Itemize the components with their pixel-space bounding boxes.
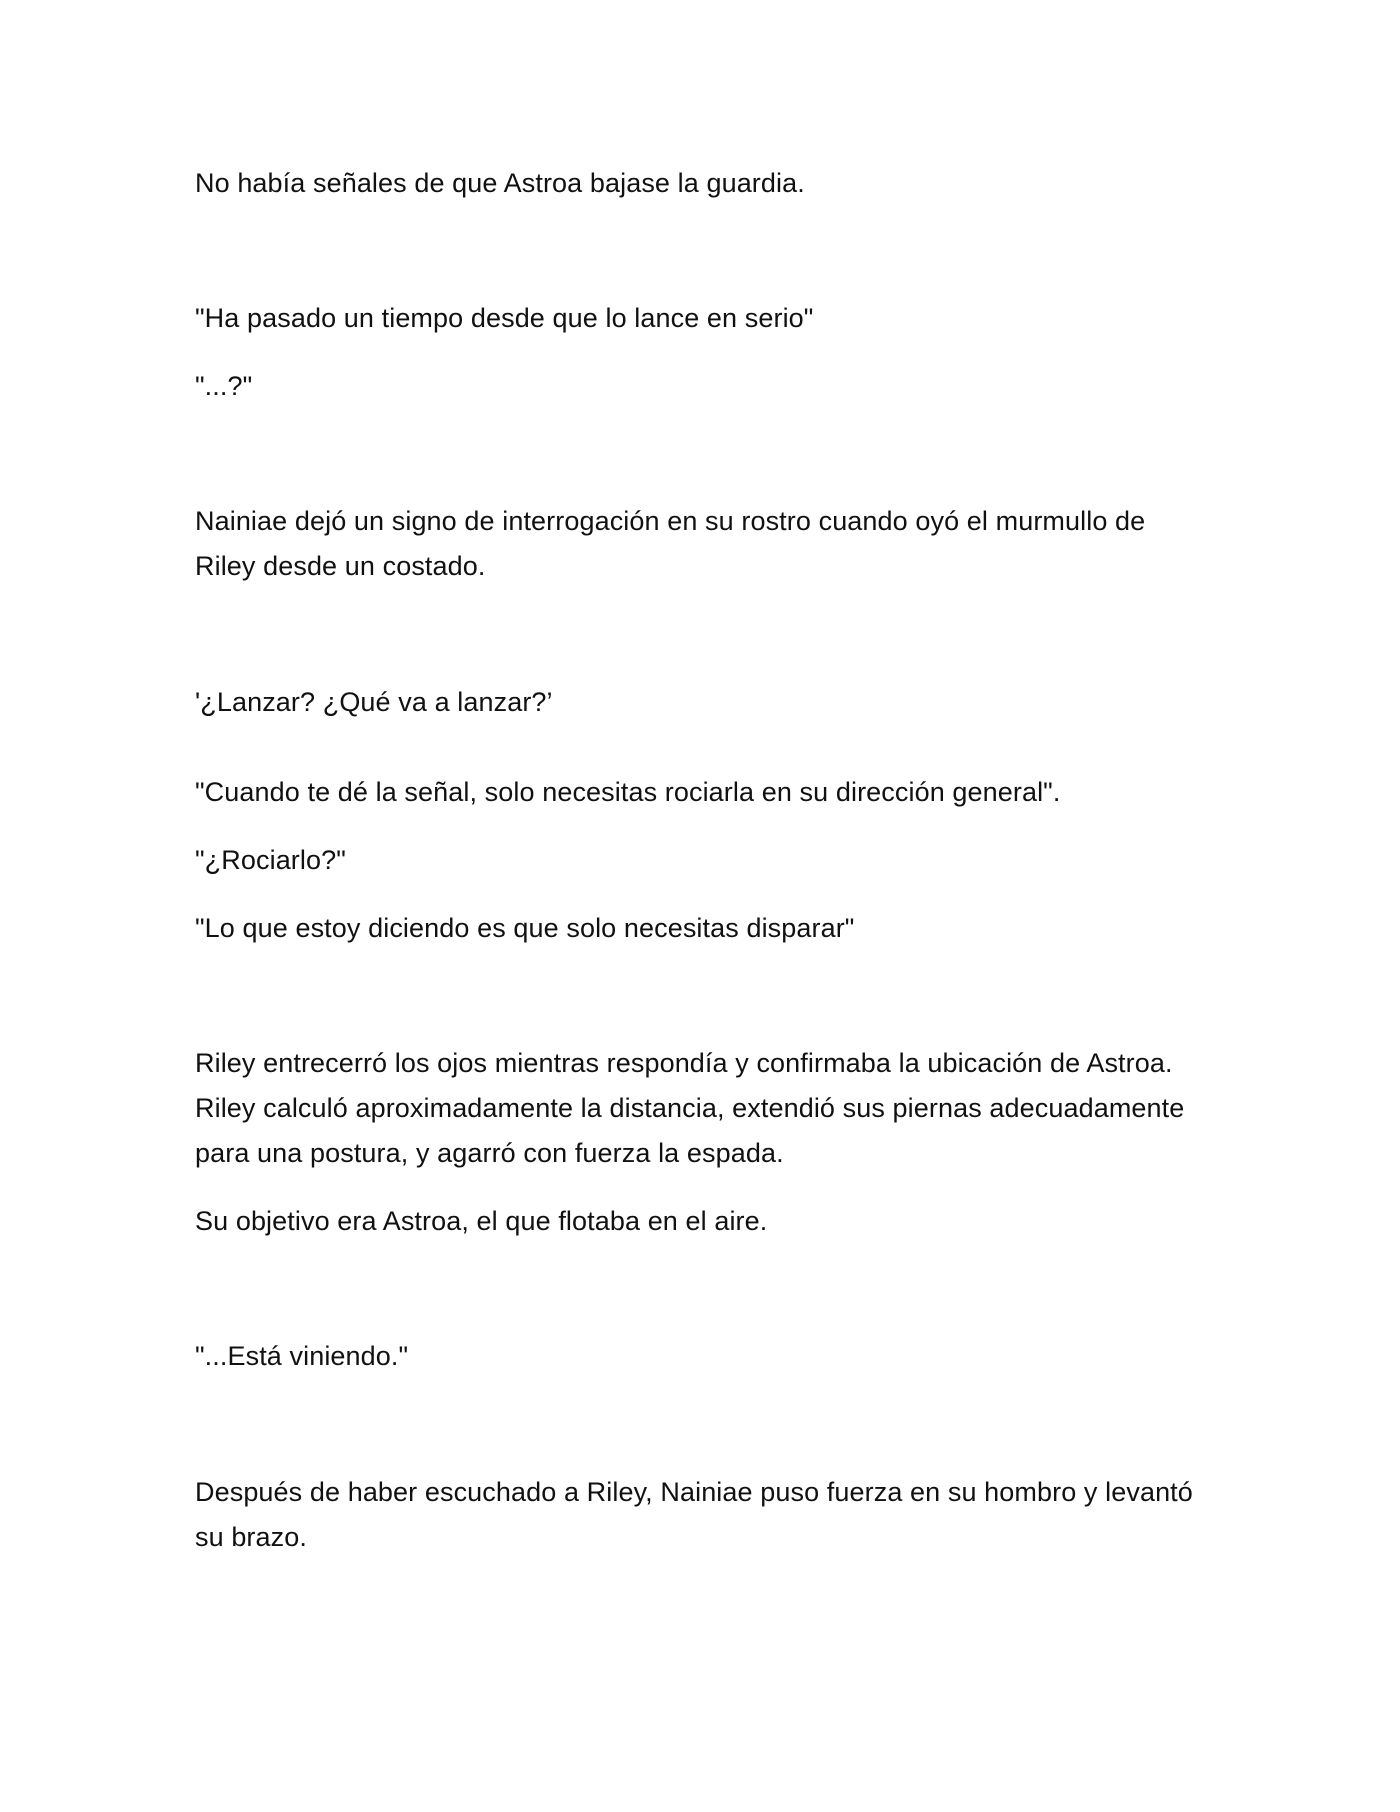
paragraph-6: "Cuando te dé la señal, solo necesitas rociarla en su dirección general". xyxy=(195,777,1061,807)
paragraph-4: Nainiae dejó un signo de interrogación en su rostro cuando oyó el murmullo de Riley desde un costado. xyxy=(195,506,1146,581)
paragraph-10: Su objetivo era Astroa, el que flotaba en el aire. xyxy=(195,1206,768,1236)
paragraph-3: "...?" xyxy=(195,371,253,401)
paragraph-9: Riley entrecerró los ojos mientras respondía y confirmaba la ubicación de Astroa. Riley calculó aproximadamente la distancia, extendió sus piernas adecuadamente para una postura, y agarró con fuerza la espada. xyxy=(195,1048,1185,1168)
paragraph-11: "...Está viniendo." xyxy=(195,1341,409,1371)
paragraph-2: "Ha pasado un tiempo desde que lo lance en serio" xyxy=(195,303,814,333)
paragraph-12: Después de haber escuchado a Riley, Nainiae puso fuerza en su hombro y levantó su brazo. xyxy=(195,1477,1193,1552)
paragraph-8: "Lo que estoy diciendo es que solo necesitas disparar" xyxy=(195,913,855,943)
paragraph-1: No había señales de que Astroa bajase la guardia. xyxy=(195,168,805,198)
paragraph-5: '¿Lanzar? ¿Qué va a lanzar?’ xyxy=(195,687,553,717)
paragraph-7: "¿Rociarlo?" xyxy=(195,845,346,875)
